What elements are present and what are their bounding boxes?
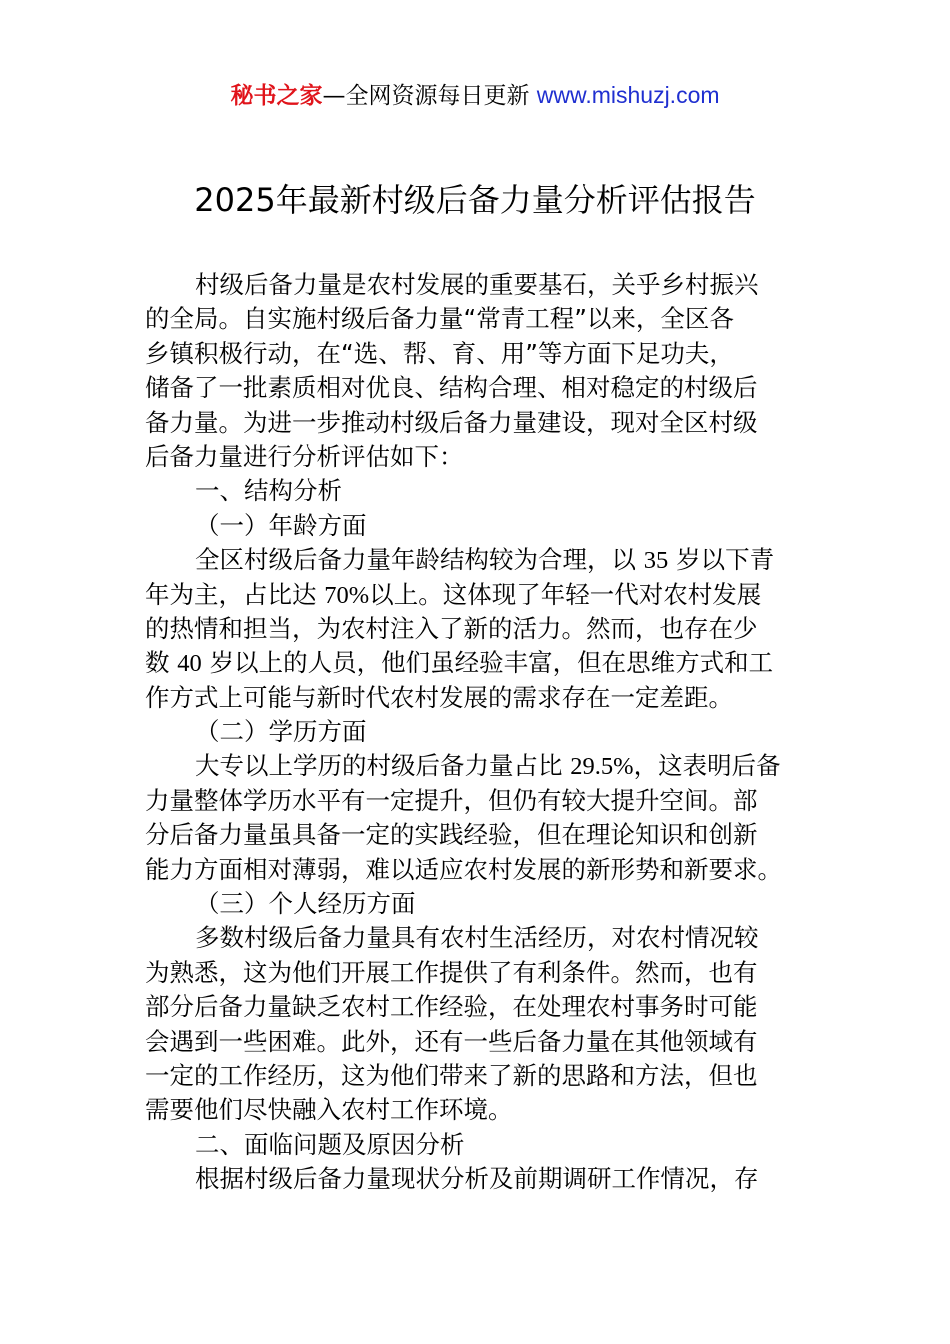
- body-text-line: 村级后备力量是农村发展的重要基石，关乎乡村振兴: [195, 270, 759, 299]
- body-text-line: 年为主，占比达 70%以上。这体现了年轻一代对农村发展: [145, 579, 762, 609]
- body-text-line: 为熟悉，这为他们开展工作提供了有利条件。然而，也有: [145, 957, 758, 987]
- body-text-line: 一定的工作经历，这为他们带来了新的思路和方法，但也: [145, 1060, 758, 1090]
- site-url-link[interactable]: www.mishuzj.com: [536, 82, 720, 108]
- body-text-line: 根据村级后备力量现状分析及前期调研工作情况，存: [195, 1164, 759, 1194]
- body-text-line: 分后备力量虽具备一定的实践经验，但在理论知识和创新: [145, 820, 758, 850]
- body-text-line: 多数村级后备力量具有农村生活经历，对农村情况较: [195, 923, 759, 953]
- body-text-line: 数 40 岁以上的人员，他们虽经验丰富，但在思维方式和工: [145, 648, 774, 678]
- body-text-line: （三）个人经历方面: [195, 889, 416, 919]
- body-text-line: 一、结构分析: [195, 476, 342, 506]
- site-slogan: —全网资源每日更新: [322, 83, 530, 109]
- body-text-line: 二、面临问题及原因分析: [195, 1129, 465, 1159]
- body-text-line: 储备了一批素质相对优良、结构合理、相对稳定的村级后: [145, 373, 758, 403]
- body-text-line: 会遇到一些困难。此外，还有一些后备力量在其他领域有: [145, 1026, 758, 1056]
- site-header: [0, 78, 950, 113]
- body-text-line: 的热情和担当，为农村注入了新的活力。然而，也存在少: [145, 613, 758, 643]
- body-text-line: 部分后备力量缺乏农村工作经验，在处理农村事务时可能: [145, 992, 758, 1022]
- body-text-line: 全区村级后备力量年龄结构较为合理，以 35 岁以下青: [195, 545, 775, 575]
- body-text-line: （一）年龄方面: [195, 510, 367, 540]
- document-body: [145, 268, 807, 1197]
- body-text-line: 乡镇积极行动，在“选、帮、育、用”等方面下足功夫，: [145, 338, 734, 368]
- site-brand: 秘书之家: [230, 83, 323, 109]
- body-text-line: 大专以上学历的村级后备力量占比 29.5%，这表明后备: [195, 751, 781, 781]
- body-text-line: 需要他们尽快融入农村工作环境。: [145, 1095, 513, 1125]
- body-text-line: 备力量。为进一步推动村级后备力量建设，现对全区村级: [145, 407, 758, 437]
- body-text-line: 能力方面相对薄弱，难以适应农村发展的新形势和新要求。: [145, 854, 782, 884]
- body-text-line: 的全局。自实施村级后备力量“常青工程”以来，全区各: [145, 304, 734, 334]
- body-text-line: 后备力量进行分析评估如下：: [145, 441, 464, 471]
- body-text-line: 作方式上可能与新时代农村发展的需求存在一定差距。: [145, 682, 733, 712]
- body-text-line: 力量整体学历水平有一定提升，但仍有较大提升空间。部: [145, 785, 758, 815]
- body-text-line: （二）学历方面: [195, 717, 367, 747]
- document-title: 2025年最新村级后备力量分析评估报告: [194, 181, 756, 219]
